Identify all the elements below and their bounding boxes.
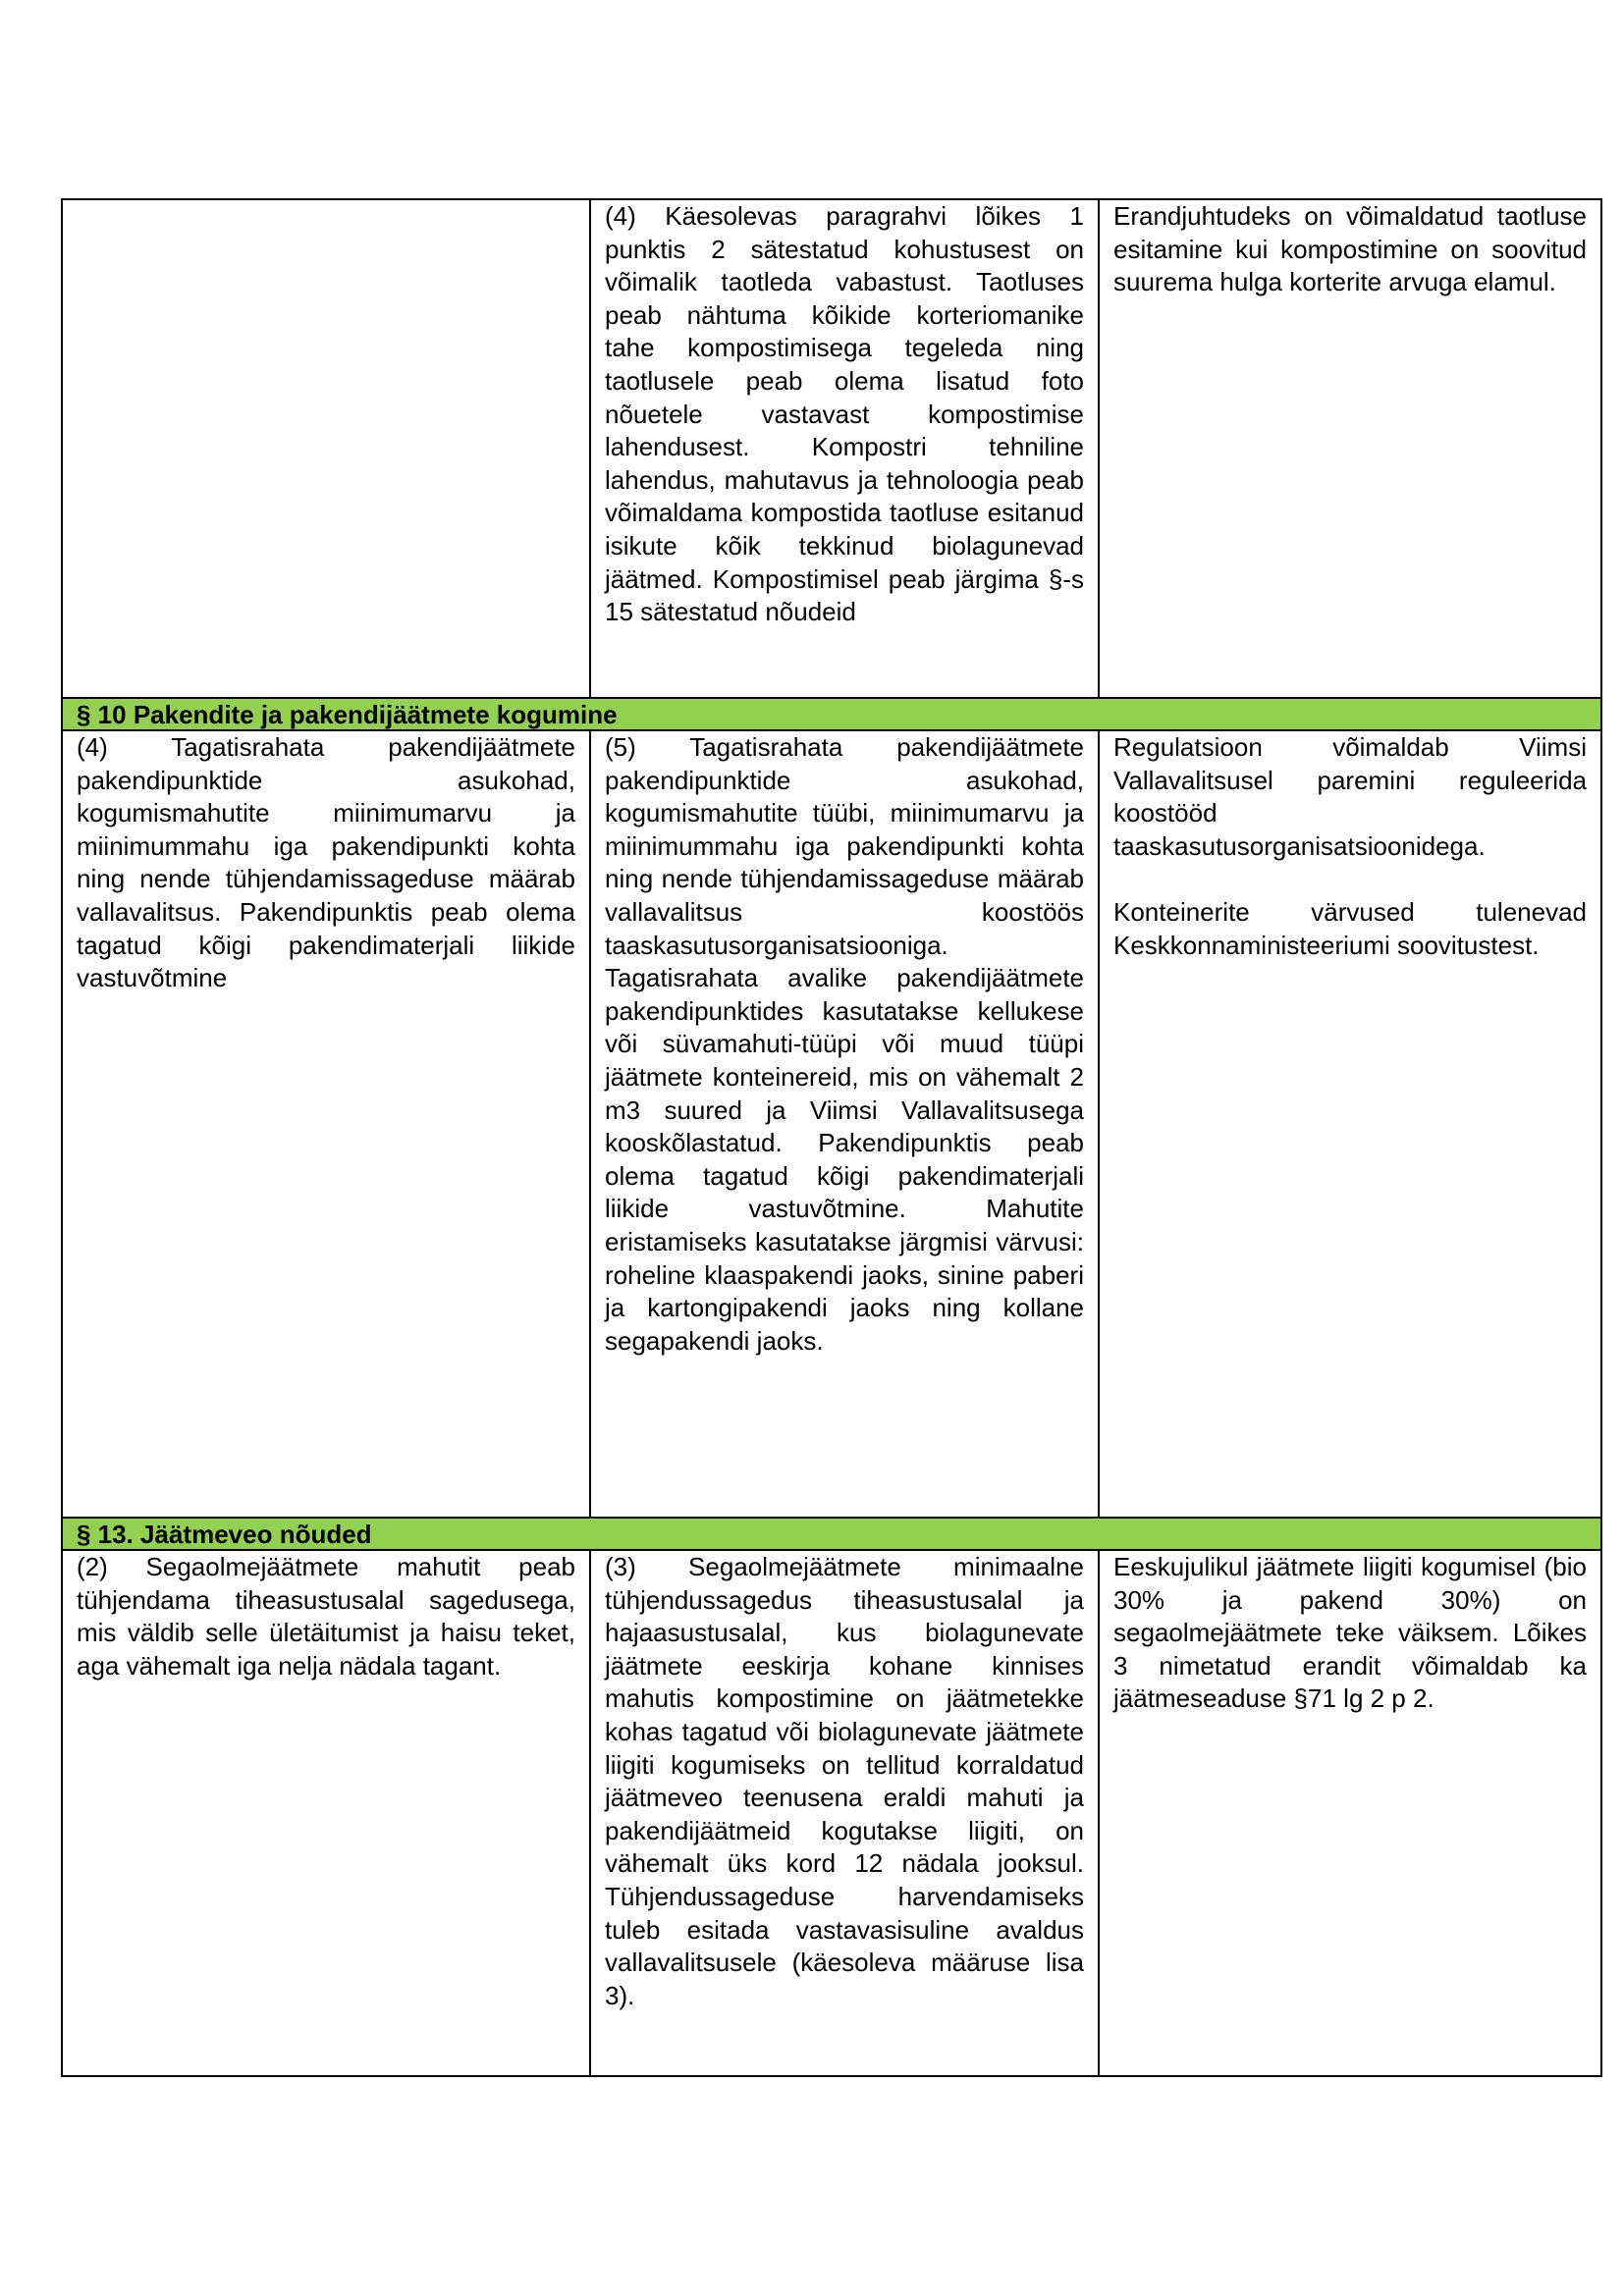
cell-text: (3) Segaolmejäätmete minimaalne tühjendussagedus tiheasustusalal ja hajaasustusalal, kus biolagunevate jäätmete eeskirja kohane kinnises mahutis kompostimine on jäätmetekke kohas tagatud või biolagunevate jäätmete liigiti kogumiseks on tellitud korraldatud jäätmeveo teenusena eraldi mahuti ja pakendijäätmeid kogutakse liigiti, on vähemalt üks kord 12 nädala jooksul. Tühjendussageduse harvendamiseks tuleb esitada vastavasisuline avaldus vallavalitsusele (käesoleva määruse lisa 3).	[605, 1552, 1092, 2010]
table-cell-current-text	[62, 730, 590, 1518]
comparison-table	[61, 198, 1602, 2077]
table-cell-proposed-text	[590, 1550, 1099, 2076]
cell-text: Erandjuhtudeks on võimaldatud taotluse esitamine kui kompostimine on soovitud suurema hulga korterite arvuga elamul.	[1113, 201, 1595, 297]
section-heading: § 10 Pakendite ja pakendijäätmete kogumine	[62, 698, 1601, 730]
cell-text: Konteinerite värvused tulenevad Keskkonnaministeeriumi soovitustest.	[1113, 896, 1595, 960]
table-cell-proposed-text	[590, 199, 1099, 698]
cell-text: Eeskujulikul jäätmete liigiti kogumisel (bio 30% ja pakend 30%) on segaolmejäätmete teke väiksem. Lõikes 3 nimetatud erandit võimaldab ka jäätmeseaduse §71 lg 2 p 2.	[1113, 1552, 1595, 1714]
table-cell-proposed-text	[590, 730, 1099, 1518]
table-cell-explanation	[1099, 1550, 1601, 2076]
section-header-row	[62, 698, 1601, 730]
cell-text: (4) Käesolevas paragrahvi lõikes 1 punktis 2 sätestatud kohustusest on võimalik taotleda vabastust. Taotluses peab nähtuma kõikide korteriomanike tahe kompostimisega tegeleda ning taotlusele peab olema lisatud foto nõuetele vastavast kompostimise lahendusest. Kompostri tehniline lahendus, mahutavus ja tehnoloogia peab võimaldama kompostida taotluse esitanud isikute kõik tekkinud biolagunevad jäätmed. Kompostimisel peab järgima §-s 15 sätestatud nõudeid	[605, 201, 1092, 627]
table-cell-current-text	[62, 199, 590, 698]
section-heading: § 13. Jäätmeveo nõuded	[62, 1518, 1601, 1550]
cell-text: (5) Tagatisrahata pakendijäätmete pakendipunktide asukohad, kogumismahutite tüübi, miinimumarvu ja miinimummahu iga pakendipunkti kohta ning nende tühjendamissageduse määrab vallavalitsus koostöös taaskasutusorganisatsiooniga. Tagatisrahata avalike pakendijäätmete pakendipunktides kasutatakse kellukese või süvamahuti-tüüpi või muud tüüpi jäätmete konteinereid, mis on vähemalt 2 m3 suured ja Viimsi Vallavalitsusega kooskõlastatud. Pakendipunktis peab olema tagatud kõigi pakendimaterjali liikide vastuvõtmine. Mahutite eristamiseks kasutatakse järgmisi värvusi: roheline klaaspakendi jaoks, sinine paberi ja kartongipakendi jaoks ning kollane segapakendi jaoks.	[605, 732, 1092, 1356]
table-row	[62, 730, 1601, 1518]
cell-text: Regulatsioon võimaldab Viimsi Vallavalitsusel paremini reguleerida koostööd taaskasutusorganisatsioonidega.	[1113, 732, 1595, 861]
cell-text: (4) Tagatisrahata pakendijäätmete pakendipunktide asukohad, kogumismahutite miinimumarvu ja miinimummahu iga pakendipunkti kohta ning nende tühjendamissageduse määrab vallavalitsus. Pakendipunktis peab olema tagatud kõigi pakendimaterjali liikide vastuvõtmine	[77, 732, 583, 993]
table-cell-explanation	[1099, 199, 1601, 698]
section-header-row	[62, 1518, 1601, 1550]
cell-text: (2) Segaolmejäätmete mahutit peab tühjendama tiheasustusalal sagedusega, mis väldib selle ületäitumist ja haisu teket, aga vähemalt iga nelja nädala tagant.	[77, 1552, 583, 1681]
table-row	[62, 1550, 1601, 2076]
table-cell-current-text	[62, 1550, 590, 2076]
table-cell-explanation	[1099, 730, 1601, 1518]
paragraph-gap	[1113, 863, 1587, 896]
table-row	[62, 199, 1601, 698]
